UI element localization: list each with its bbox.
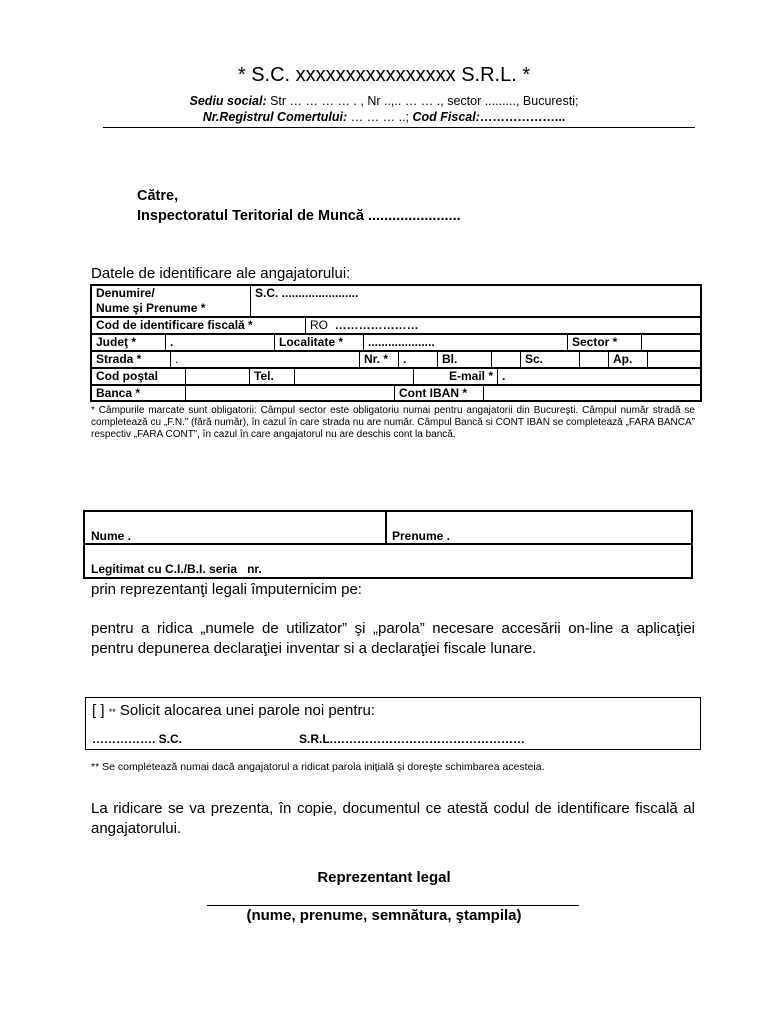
signature-title: Reprezentant legal — [317, 869, 451, 886]
nr-value[interactable]: . — [399, 352, 438, 368]
cif-label: Cod de identificare fiscală * — [92, 318, 306, 334]
cod-fiscal-value: ………………... — [479, 110, 566, 124]
representative-divider — [385, 512, 387, 543]
signature-caption: (nume, prenume, semnătura, ştampila) — [246, 907, 522, 924]
email-value[interactable]: . — [498, 369, 701, 385]
company-title: * S.C. xxxxxxxxxxxxxxxx S.R.L. * — [237, 64, 531, 86]
identification-heading: Datele de identificare ale angajatorului: — [91, 265, 351, 282]
cif-value-cell[interactable] — [306, 318, 701, 334]
identification-table — [91, 285, 701, 317]
solicit-srl[interactable]: S.R.L.………………………………………… — [299, 732, 526, 746]
judet-table — [91, 334, 701, 351]
cif-dots: ………………… — [334, 318, 419, 332]
solicit-line — [92, 702, 375, 719]
solicit-text: Solicit alocarea unei parole noi pentru: — [115, 702, 376, 719]
solicit-sc[interactable]: ……………. S.C. — [92, 732, 183, 746]
table-row — [92, 286, 701, 317]
table-row — [92, 352, 701, 368]
sector-label: Sector * — [568, 335, 642, 351]
ap-value[interactable] — [648, 352, 701, 368]
cod-fiscal-label: Cod Fiscal: — [412, 110, 480, 124]
recipient-block — [137, 186, 461, 226]
header-divider — [103, 127, 695, 128]
ap-label: Ap. — [609, 352, 648, 368]
nume-prenume-label: Nume şi Prenume * — [96, 301, 206, 315]
sediu-value: Str … … … … . , Nr ..,.. … … ., sector ........., Bucuresti; — [266, 94, 579, 108]
recipient-line-1: Către, — [137, 188, 179, 204]
registru-label: Nr.Registrul Comertului: — [202, 110, 348, 124]
solicit-checkbox[interactable]: [ ] — [92, 702, 105, 719]
solicit-note: ** Se completează numai dacă angajatorul a ridicat parola iniţială şi doreşte schimbarea acesteia. — [91, 761, 545, 773]
denumire-value[interactable]: S.C. ....................... — [251, 286, 701, 317]
judet-label: Judeţ * — [92, 335, 166, 351]
nr-label: Nr. * — [360, 352, 399, 368]
signature-line — [207, 905, 579, 906]
judet-value[interactable]: . — [166, 335, 275, 351]
strada-value[interactable]: . — [171, 352, 360, 368]
legitimat-field[interactable] — [91, 562, 262, 576]
localitate-label: Localitate * — [275, 335, 364, 351]
sediu-label: Sediu social: — [189, 94, 267, 108]
registru-value: … … … ..; — [347, 110, 413, 124]
recipient-line-2: Inspectoratul Teritorial de Muncă ....................... — [137, 208, 461, 224]
strada-table — [91, 351, 701, 368]
email-label: E-mail * — [414, 369, 498, 385]
tel-value[interactable] — [295, 369, 414, 385]
sector-value[interactable] — [642, 335, 701, 351]
prin-paragraph: prin reprezentanţi legali împuternicim pe: — [91, 581, 362, 598]
bl-value[interactable] — [492, 352, 521, 368]
legitimat-label: Legitimat cu C.I./B.I. seria — [91, 562, 238, 576]
cont-iban-label: Cont IBAN * — [395, 386, 484, 402]
bl-label: Bl. — [438, 352, 492, 368]
contact-table — [91, 368, 701, 385]
table-row — [92, 335, 701, 351]
cont-iban-value[interactable] — [484, 386, 701, 402]
ridicare-paragraph: La ridicare se va prezenta, în copie, documentul ce atestă codul de identificare fiscală al angajatorului. — [91, 800, 695, 837]
legitimat-nr-label: nr. — [247, 562, 262, 576]
representative-box — [83, 510, 693, 579]
prenume-field[interactable]: Prenume . — [392, 529, 451, 543]
cod-postal-label: Cod poştal — [92, 369, 186, 385]
denumire-label: Denumire/ — [96, 286, 155, 300]
nume-field[interactable]: Nume . — [91, 529, 132, 543]
cif-prefix: RO — [310, 318, 328, 332]
representative-name-row — [85, 512, 691, 545]
solicit-stars: ** — [108, 707, 116, 717]
banca-table — [91, 385, 701, 402]
sc-value[interactable] — [580, 352, 609, 368]
localitate-value[interactable]: .................... — [364, 335, 568, 351]
denumire-label-cell — [92, 286, 251, 317]
table-row — [92, 386, 701, 402]
sc-label: Sc. — [521, 352, 580, 368]
strada-label: Strada * — [92, 352, 171, 368]
solicit-box — [85, 697, 701, 750]
pentru-paragraph: pentru a ridica „numele de utilizator” şi „parola” necesare accesării on-line a aplicaţiei pentru depunerea declaraţiei inventar si a declaraţiei fiscale lunare. — [91, 620, 695, 657]
cod-postal-value[interactable] — [186, 369, 250, 385]
cif-table — [91, 317, 701, 334]
registru-line — [0, 110, 768, 124]
banca-label: Banca * — [92, 386, 186, 402]
table-row — [92, 369, 701, 385]
banca-value[interactable] — [186, 386, 395, 402]
table-row — [92, 318, 701, 334]
identification-note: * Câmpurile marcate sunt obligatorii: Câmpul sector este obligatoriu numai pentru angajatorii din Bucureşti. Câmpul număr stradă se completează cu „F.N.” (fără număr), în cazul în care strada nu are număr. Câmpul Bancă si CONT IBAN se completează „FARA BANCA” respectiv „FARA CONT”, în cazul în care angajatorul nu are deschis cont la bancă. — [91, 405, 695, 440]
sediu-line — [0, 94, 768, 108]
tel-label: Tel. — [250, 369, 295, 385]
